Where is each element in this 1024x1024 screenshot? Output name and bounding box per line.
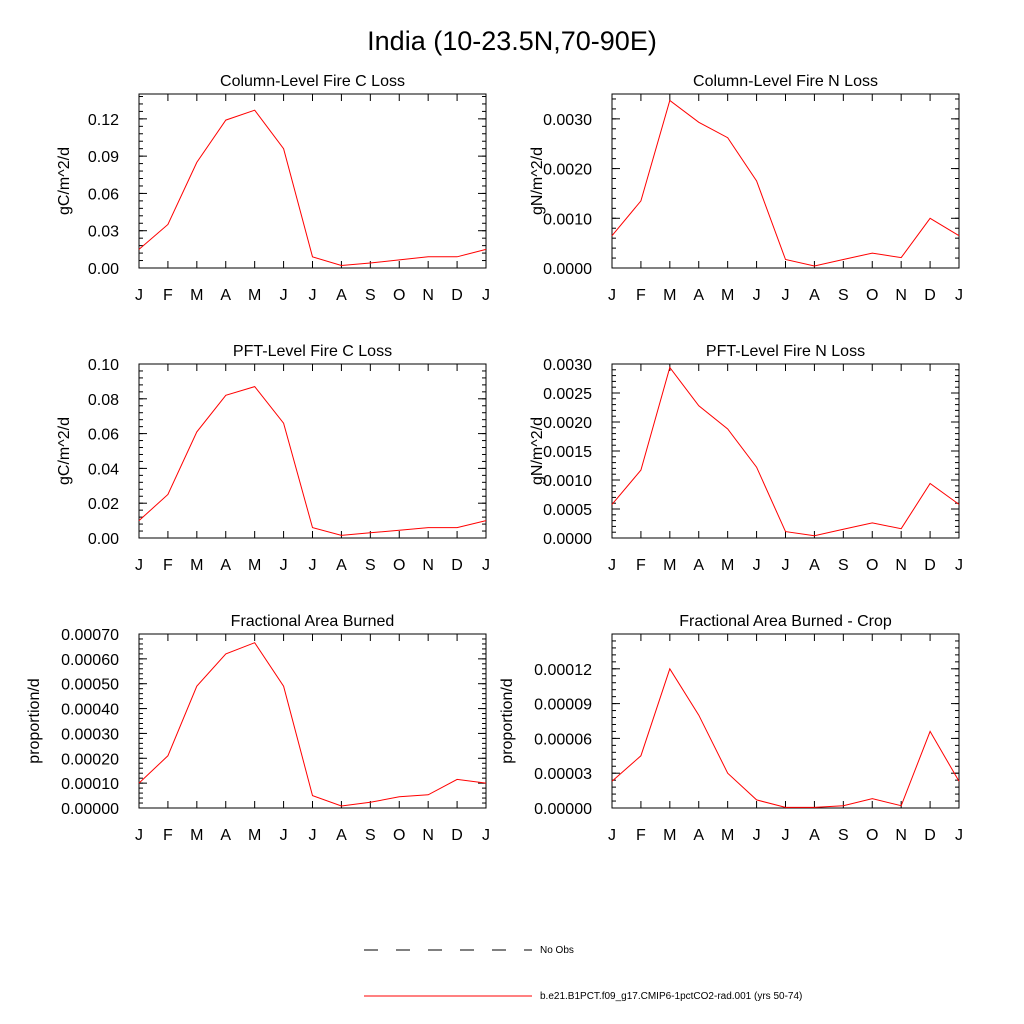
x-tick-label: A <box>693 287 705 304</box>
y-tick-label: 0.0020 <box>543 161 592 179</box>
y-tick-label: 0.00006 <box>534 731 592 749</box>
x-tick-label: J <box>308 287 317 304</box>
chart-title: Column-Level Fire N Loss <box>693 73 878 90</box>
y-tick-label: 0.00000 <box>61 801 119 818</box>
x-tick-label: J <box>608 287 616 304</box>
chart-title: PFT-Level Fire N Loss <box>705 343 866 360</box>
plot-frame <box>612 634 959 808</box>
series-line <box>139 387 486 536</box>
x-tick-label: M <box>248 557 262 574</box>
y-tick-label: 0.00003 <box>534 766 592 784</box>
x-tick-label: D <box>924 557 936 574</box>
x-tick-label: J <box>752 827 761 844</box>
x-tick-label: A <box>336 557 347 574</box>
x-tick-label: J <box>781 287 790 304</box>
y-tick-label: 0.00012 <box>534 661 592 679</box>
chart-panel-6 <box>499 613 963 844</box>
chart-panel-1 <box>56 73 490 304</box>
x-tick-label: O <box>866 557 879 574</box>
x-tick-label: N <box>422 557 434 574</box>
y-tick-label: 0.09 <box>87 149 119 167</box>
y-axis-label: gC/m^2/d <box>56 417 73 485</box>
y-axis-label: proportion/d <box>26 678 43 764</box>
x-tick-label: M <box>190 557 204 574</box>
y-tick-label: 0.00050 <box>61 676 119 694</box>
x-tick-label: A <box>220 557 232 574</box>
x-tick-label: N <box>895 827 907 844</box>
x-tick-label: J <box>955 827 963 844</box>
y-tick-label: 0.0005 <box>543 502 592 519</box>
x-tick-label: J <box>308 557 317 574</box>
y-axis-label: gN/m^2/d <box>529 147 546 215</box>
x-tick-label: N <box>895 557 907 574</box>
series-line <box>139 110 486 265</box>
y-tick-label: 0.0015 <box>543 444 592 461</box>
x-tick-label: J <box>955 557 963 574</box>
y-tick-label: 0.06 <box>87 426 119 444</box>
y-tick-label: 0.00 <box>87 261 119 278</box>
x-tick-label: A <box>809 557 820 574</box>
x-tick-label: A <box>693 827 705 844</box>
x-tick-label: J <box>135 287 143 304</box>
y-tick-label: 0.00040 <box>61 701 119 719</box>
x-tick-label: F <box>163 557 173 574</box>
y-tick-label: 0.00 <box>87 531 119 548</box>
plot-frame <box>612 364 959 538</box>
x-tick-label: O <box>393 827 406 844</box>
x-tick-label: A <box>693 557 705 574</box>
plot-frame <box>139 364 486 538</box>
x-tick-label: J <box>781 557 790 574</box>
chart-panel-4 <box>529 343 963 574</box>
x-tick-label: M <box>721 287 735 304</box>
x-tick-label: J <box>482 557 490 574</box>
chart-title: PFT-Level Fire C Loss <box>232 343 393 360</box>
x-tick-label: J <box>752 557 761 574</box>
y-tick-label: 0.00020 <box>61 751 119 769</box>
x-tick-label: F <box>636 287 646 304</box>
y-tick-label: 0.06 <box>87 186 119 204</box>
plot-frame <box>139 634 486 808</box>
x-tick-label: O <box>393 557 406 574</box>
x-tick-label: M <box>190 827 204 844</box>
y-tick-label: 0.0000 <box>543 531 592 548</box>
y-tick-label: 0.0030 <box>543 357 592 374</box>
y-tick-label: 0.10 <box>87 357 119 374</box>
x-tick-label: O <box>393 287 406 304</box>
x-tick-label: S <box>364 557 376 574</box>
y-tick-label: 0.00010 <box>61 776 119 794</box>
x-tick-label: J <box>482 827 490 844</box>
y-tick-label: 0.0010 <box>543 473 592 490</box>
series-line <box>612 101 959 267</box>
x-tick-label: F <box>163 827 173 844</box>
chart-panel-5 <box>26 613 490 844</box>
x-tick-label: J <box>135 827 143 844</box>
y-tick-label: 0.0000 <box>543 261 592 278</box>
y-tick-label: 0.00000 <box>534 801 592 818</box>
chart-title: Column-Level Fire C Loss <box>220 73 405 90</box>
legend-obs-label: No Obs <box>540 945 574 956</box>
x-tick-label: F <box>636 827 646 844</box>
y-tick-label: 0.00009 <box>534 696 592 714</box>
series-line <box>139 643 486 806</box>
y-tick-label: 0.00060 <box>61 651 119 669</box>
x-tick-label: S <box>364 287 376 304</box>
y-tick-label: 0.02 <box>87 496 119 514</box>
series-line <box>612 368 959 536</box>
x-tick-label: N <box>422 287 434 304</box>
legend <box>364 945 802 1002</box>
x-tick-label: D <box>451 827 463 844</box>
x-tick-label: O <box>866 827 879 844</box>
y-tick-label: 0.08 <box>87 391 119 409</box>
x-tick-label: A <box>336 827 347 844</box>
page-title: India (10-23.5N,70-90E) <box>367 26 657 56</box>
x-tick-label: A <box>809 287 820 304</box>
x-tick-label: S <box>837 557 849 574</box>
x-tick-label: J <box>482 287 490 304</box>
x-tick-label: J <box>308 827 317 844</box>
x-tick-label: O <box>866 287 879 304</box>
chart-title: Fractional Area Burned <box>230 613 395 630</box>
x-tick-label: S <box>837 287 849 304</box>
x-tick-label: J <box>955 287 963 304</box>
x-tick-label: M <box>248 287 262 304</box>
x-tick-label: M <box>663 557 677 574</box>
y-tick-label: 0.0030 <box>543 111 592 129</box>
x-tick-label: J <box>279 557 288 574</box>
legend-model-label: b.e21.B1PCT.f09_g17.CMIP6-1pctCO2-rad.001 (yrs 50-74) <box>540 991 803 1002</box>
x-tick-label: S <box>364 827 376 844</box>
x-tick-label: M <box>721 557 735 574</box>
chart-panel-3 <box>56 343 490 574</box>
chart-title: Fractional Area Burned - Crop <box>679 613 892 630</box>
x-tick-label: D <box>451 287 463 304</box>
x-tick-label: S <box>837 827 849 844</box>
x-tick-label: D <box>924 827 936 844</box>
panels-group <box>26 73 963 844</box>
y-axis-label: proportion/d <box>499 678 516 764</box>
x-tick-label: M <box>248 827 262 844</box>
y-tick-label: 0.12 <box>87 111 119 129</box>
x-tick-label: M <box>721 827 735 844</box>
x-tick-label: J <box>279 287 288 304</box>
series-line <box>612 669 959 808</box>
x-tick-label: F <box>163 287 173 304</box>
x-tick-label: N <box>422 827 434 844</box>
x-tick-label: D <box>924 287 936 304</box>
y-axis-label: gN/m^2/d <box>529 417 546 485</box>
y-tick-label: 0.0020 <box>543 415 592 432</box>
y-tick-label: 0.0010 <box>543 211 592 229</box>
x-tick-label: J <box>752 287 761 304</box>
x-tick-label: J <box>279 827 288 844</box>
x-tick-label: D <box>451 557 463 574</box>
chart-panel-2 <box>529 73 963 304</box>
x-tick-label: J <box>135 557 143 574</box>
x-tick-label: J <box>608 557 616 574</box>
x-tick-label: A <box>220 287 232 304</box>
plot-frame <box>139 94 486 268</box>
x-tick-label: A <box>220 827 232 844</box>
x-tick-label: N <box>895 287 907 304</box>
x-tick-label: M <box>190 287 204 304</box>
x-tick-label: J <box>781 827 790 844</box>
x-tick-label: J <box>608 827 616 844</box>
y-tick-label: 0.00070 <box>61 627 119 644</box>
y-tick-label: 0.03 <box>87 223 119 241</box>
x-tick-label: M <box>663 287 677 304</box>
x-tick-label: A <box>336 287 347 304</box>
x-tick-label: F <box>636 557 646 574</box>
y-tick-label: 0.00030 <box>61 726 119 744</box>
x-tick-label: M <box>663 827 677 844</box>
y-tick-label: 0.0025 <box>543 386 592 403</box>
y-axis-label: gC/m^2/d <box>56 147 73 215</box>
x-tick-label: A <box>809 827 820 844</box>
y-tick-label: 0.04 <box>87 461 119 479</box>
